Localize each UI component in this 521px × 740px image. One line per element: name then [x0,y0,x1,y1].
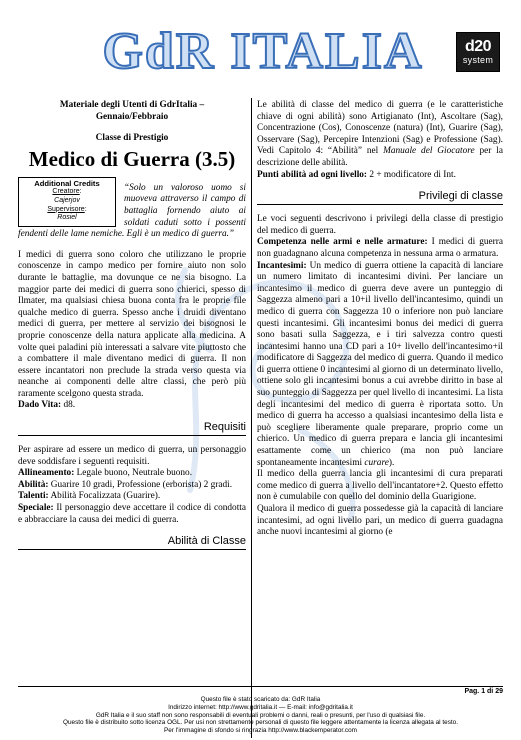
special-value: Il personaggio deve accettare il codice di condotta e abbracciare la causa dei medici di guerra. [18,503,246,525]
logo-text: GdR ITALIA [102,23,424,80]
cure-word: curare [364,457,389,468]
class-privileges-heading: Privilegi di classe [257,189,503,205]
page-number: Pag. 1 di 29 [464,688,503,695]
creator-name: Cajerjov [54,196,80,204]
page-header [0,0,521,90]
gdr-italia-logo-icon [88,20,438,80]
requirements-intro: Per aspirare ad essere un medico di guerra, un personaggio deve soddisfare i seguenti requisiti. [18,445,246,467]
feats-label: Talenti: [18,491,49,502]
page-footer [18,696,503,735]
weapons-label: Competenza nelle armi e nelle armature: [257,237,428,248]
skill-points-value: 2 + modificatore di Int. [367,169,456,180]
footer-contacts: Indirizzo internet: http://www.gdritalia.it — E-mail: info@gdritalia.it [168,703,353,711]
privileges-intro: Le voci seguenti descrivono i privilegi della classe di prestigio del medico di guerra. [257,214,503,236]
site-logo [88,20,438,80]
footer-source: Questo file è stato scaricato da: GdR Italia [200,696,321,703]
supervisor-name: Rosiel [57,214,77,222]
class-skills-text: Le abilità di classe del medico di guerra (e le caratteristiche chiave di ogni abilità) sono Artigianato (Int), Ascoltare (Sag), Concentrazione (Cos), Conoscenze (natura) (Int), Guarire (Sag), Osservare (Sag), Percepire Intenzioni (Sag) e Professione (Sag). Vedi Capitolo 4: “Abilità” nel Manuale del Giocatore per la descrizione delle abilità. [257,100,503,168]
creator-label: Creatore [52,188,80,196]
badge-top: d20 [464,38,492,55]
class-description: I medici di guerra sono coloro che utilizzano le proprie conoscenze in campo medico per fornire aiuto non solo durante le battaglie, ma dovunque ce ne sia bisogno. La maggior parte dei medici di guerra sono chierici, spesso di Ilmater, ma qualsiasi chiesa buona conta fra le proprie file qualche medico di guerra. Spesso anche i druidi diventano medici di guerra, per mettere al servizio dei bisognosi le proprie conoscenze della natura applicate alla medicina. A volte quei paladini più interessati a salvare vite piuttosto che a combattere il male diventano medici di guerra. Il non essere incantatori non preclude la strada verso questa via neanche ai componenti delle altre classi, che però più raramente scelgono questa strada. [18,249,246,399]
page-title: Medico di Guerra (3.5) [28,146,236,171]
weapons-value: I medici di guerra non guadagnano alcuna competenza in nessuna arma o armatura. [257,237,503,259]
left-column [18,100,246,550]
class-skills-heading: Abilità di Classe [18,534,246,550]
special-label: Speciale: [18,503,54,514]
players-handbook-ref: Manuale del Giocatore [383,146,475,157]
skill-points-label: Punti abilità ad ogni livello: [257,169,368,180]
feats-value: Abilità Focalizzata (Guarire). [48,491,161,502]
supervisor-label: Supervisore [47,205,85,213]
column-divider [251,98,252,738]
alignment-label: Allineamento: [18,468,75,479]
skills-req-value: Guarire 10 gradi, Professione (erborista) 2 gradi. [48,479,233,490]
right-column: Le abilità di classe del medico di guerra (e le caratteristiche chiave di ogni abilità) sono Artigianato (Int), Ascoltare (Sag), Concentrazione (Cos), Conoscenze (natura) (Int), Guarire (Sag), Osservare (Sag), Percepire Intenzioni (Sag) e Professione (Sag). Vedi Capitolo 4: “Abilità” nel Manuale del Giocatore per la descrizione delle abilità. Punti abilità ad ogni livello: 2 + modificatore di Int. Privilegi di classe Le voci seguenti descrivono i privilegi della classe di prestigio del medico di guerra. Competenza nelle armi e nelle armature: I medici di guerra non guadagnano alcuna competenza in nessuna arma o armatura. Incantesimi: Un medico di guerra ottiene la capacità di lanciare un numero limitato di incantesimi divini. Per lanciare un incantesimo il medico di guerra deve avere un punteggio di Saggezza almeno pari a 10+il livello dell'incantesimo, quindi un medico di guerra con Saggezza 10 o inferiore non può lanciare questi incantesimi. Gli incantesimi bonus dei medici di guerra sono basati sulla Saggezza, e i tiri salvezza contro questi incantesimi hanno una CD pari a 10+ livello dell'incantesimo+il modificatore di Saggezza del medico di guerra. Quando il medico di guerra ottiene 0 incantesimi al giorno di un determinato livello, ottiene solo gli incantesimi bonus a cui avrebbe diritto in base al suo punteggio di Saggezza per quel livello di incantesimi. La lista degli incantesimi del medico di guerra è riportata sotto. Un medico di guerra ha accesso a qualsiasi incantesimo della lista e può scegliere liberamente quale preparare, proprio come un chierico. Un medico di guerra prepara e lancia gli incantesimi esattamente come un chierico (ma non può lanciare spontaneamente incantesimi curare). Il medico della guerra lancia gli incantesimi di cura preparati come medico di guerra a livello dell'incantatore+2. Questo effetto non è cumulabile con quello del dominio della Guarigione. Qualora il medico di guerra possedesse già la capacità di lanciare incantesimi, ad ogni livello pari, un medico di guerra guadagna anche nuovi incantesimi al giorno (e [257,100,503,538]
additional-credits-box: Additional Credits Creatore: Cajerjov Supervisore: Rosiel [18,177,116,227]
caster-level-paragraph: Il medico della guerra lancia gli incantesimi di cura preparati come medico di guerra a livello dell'incantatore+2. Questo effetto non è cumulabile con quello del dominio della Guarigione. [257,469,503,503]
credits-heading: Additional Credits [34,178,100,188]
publication-info: Materiale degli Utenti di GdrItalia – Gennaio/Febbraio [59,100,205,122]
requirements-heading: Requisiti [18,420,246,436]
footer-rule [18,686,503,687]
spells-value: Un medico di guerra ottiene la capacità di lanciare un numero limitato di incantesimi divini. Per lanciare un incantesimo il medico di guerra deve avere un punteggio di Saggezza almeno pari a 10+il livello dell'incantesimo, quindi un medico di guerra con Saggezza 10 o inferiore non può lanciare questi incantesimi. Gli incantesimi bonus dei medici di guerra sono basati sulla Saggezza, e i tiri salvezza contro questi incantesimi hanno una CD pari a 10+ livello dell'incantesimo+il modificatore di Saggezza del medico di guerra. Quando il medico di guerra ottiene 0 incantesimi al giorno di un determinato livello, ottiene solo gli incantesimi bonus a cui avrebbe diritto in base al suo punteggio di Saggezza per quel livello di incantesimi. La lista degli incantesimi del medico di guerra è riportata sotto. Un medico di guerra ha accesso a qualsiasi incantesimo della lista e può scegliere liberamente quale preparare, proprio come un chierico. Un medico di guerra prepara e lancia gli incantesimi esattamente come un chierico (ma non può lanciare spontaneamente incantesimi [257,260,503,468]
intro-quote: “Solo un valoroso uomo si muoveva attraverso il campo di battaglia fornendo aiuto ai soldati caduti sotto i possenti fendenti delle lame nemiche. Egli è un medico di guerra.” [18,182,246,240]
hit-die-value: d8. [61,400,76,411]
spells-label: Incantesimi: [257,260,307,271]
alignment-value: Legale buono, Neutrale buono. [74,468,193,479]
footer-license: Questo file è distribuito sotto licenza OGL. Per usi non strettamente personali di questo file leggere attentamente la licenza allegata al testo. [62,719,459,727]
footer-credits: Per l'immagine di sfondo si ringrazia http://www.blackemperator.com [163,727,358,735]
skills-req-label: Abilità: [18,479,49,490]
badge-bottom: system [462,55,494,65]
footer-disclaimer: GdR Italia e il suo staff non sono responsabili di eventuali problemi o danni, reali o presunti, per l'uso di qualsiasi file. [95,711,426,719]
existing-caster-paragraph: Qualora il medico di guerra possedesse già la capacità di lanciare incantesimi, ad ogni livello pari, un medico di guerra guadagna anche nuovi incantesimi al giorno (e [257,504,503,538]
prestige-class-label: Classe di Prestigio [95,133,169,144]
hit-die-label: Dado Vita: [18,400,62,411]
d20-system-badge [456,32,500,72]
